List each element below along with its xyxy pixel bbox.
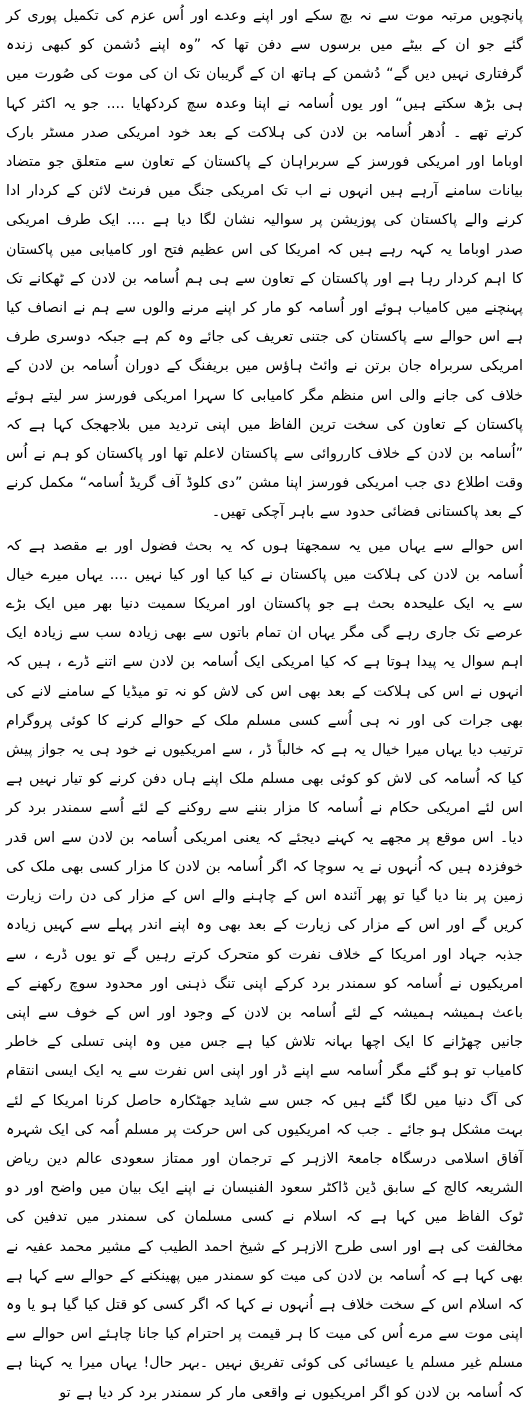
article-paragraph-1: پانچویں مرتبہ موت سے نہ بچ سکے اور اپنے وعدے اور اُس عزم کی تکمیل پوری کر گئے جو ان کے بیٹے میں برسوں سے دفن تھا کہ ”وہ اپنے دُشمن کو کبھی زندہ گرفتاری نہیں دیں گے“ دُشمن کے ہاتھ ان کے گریبان تک ان کی موت کی صُورت میں ہی بڑھ سکتے ہیں“ اور یوں اُسامہ نے اپنا وعدہ سچ کردکھایا .... جو یہ اکثر کہا کرتے تھے ۔ اُدھر اُسامہ بن لادن کی ہلاکت کے بعد خود امریکی صدر مسٹر بارک اوباما اور امریکی فورسز کے سربراہان کے پاکستان کے تعاون سے متعلق جو متضاد بیانات سامنے آرہے ہیں انہوں نے اب تک امریکی جنگ میں فرنٹ لائن کے کردار ادا کرنے والے پاکستان کی پوزیشن پر سوالیہ نشان لگا دیا ہے .... ایک طرف امریکی صدر اوباما یہ کہہ رہے ہیں کہ امریکا کی اس عظیم فتح اور کامیابی میں پاکستان کا اہم کردار رہا ہے اور پاکستان کے تعاون سے ہی ہم اُسامہ بن لادن کے ٹھکانے تک پہنچنے میں کامیاب ہوئے اور اُسامہ کو مار کر اپنے مرنے والوں سے ہم نے انصاف کیا ہے اس حوالے سے پاکستان کی جتنی تعریف کی جائے وہ کم ہے جبکہ دوسری طرف امریکی سربراہ جان برتن نے وائٹ ہاؤس میں بریفنگ کے دوران اُسامہ بن لادن کے خلاف کی جانے والی اس منظم مگر کامیابی کا سہرا امریکی فورسز سر لیتے ہوئے پاکستان کے تعاون کی سخت ترین الفاظ میں اپنی تردید میں بلاجھجک کہا ہے کہ ”اُسامہ بن لادن کے خلاف کارروائی سے پاکستان لاعلم تھا اور پاکستان کو ہم نے اُس وقت اطلاع دی جب امریکی فورسز اپنا مشن ”دی کلوڈ آف گریڈ اُسامہ“ مکمل کرنے کے بعد پاکستانی فضائی حدود سے باہر آچکی تھیں۔ xyxy=(6,8,523,521)
article-paragraph-2: اس حوالے سے یہاں میں یہ سمجھتا ہوں کہ یہ بحث فضول اور بے مقصد ہے کہ اُسامہ بن لادن کی ہلاکت میں پاکستان نے کیا کیا اور کیا نہیں .... یہاں میرے خیال سے یہ ایک علیحدہ بحث ہے جو پاکستان اور امریکا سمیت دنیا بھر میں ایک بڑے عرصے تک جاری رہے گی مگر یہاں ان تمام باتوں سے بھی زیادہ سب سے زیادہ ایک اہم سوال یہ پیدا ہوتا ہے کہ کیا امریکی ایک اُسامہ بن لادن سے اتنے ڈرے ، ہیں کہ انہوں نے اس کی ہلاکت کے بعد بھی اس کی لاش کو نہ تو میڈیا کے سامنے لانے کی بھی جرات کی اور نہ ہی اُسے کسی مسلم ملک کے حوالے کرنے کا کوئی پروگرام ترتیب دیا یہاں میرا خیال یہ ہے کہ خالباً ڈر ، سے امریکیوں نے خود ہی یہ جواز پیش کیا کہ اُسامہ کی لاش کو کوئی بھی مسلم ملک اپنے ہاں دفن کرنے کو تیار نہیں ہے اس لئے امریکی حکام نے اُسامہ کا مزار بننے سے روکنے کے لئے اُسے سمندر برد کر دیا۔ اس موقع پر مجھے یہ کہنے دیجئے کہ یعنی امریکی اُسامہ بن لادن سے اس قدر خوفزدہ ہیں کہ اُنہوں نے یہ سوچا کہ اگر اُسامہ بن لادن کا مزار کسی بھی ملک کی زمین پر بنا دیا گیا تو پھر آئندہ اس کے چاہنے والے اس کے مزار کی دن رات زیارت کریں گے اور اس کے مزار کی زیارت کے بعد بھی وہ اپنے اندر پہلے سے کہیں زیادہ جذبہ جہاد اور امریکا کے خلاف نفرت کو متحرک کرتے رہیں گے تو یوں ڈرے ، سے امریکیوں نے اُسامہ کو سمندر برد کرکے اپنی تنگ ذہنی اور محدود سوچ رکھنے کے باعث ہمیشہ ہمیشہ کے لئے اُسامہ بن لادن کے وجود اور اس کے خوف سے اپنی جانیں چھڑانے کا ایک اچھا بہانہ تلاش کیا ہے جس میں وہ اپنی تسلی کے خاطر کامیاب تو ہو گئے مگر اُسامہ سے اپنے ڈر اور اپنی اس نفرت سے یہ ایک ایسی انتقام کی آگ دنیا میں لگا گئے ہیں کہ جس سے شاید جھٹکارہ حاصل کرنا امریکا کے لئے بہت مشکل ہو جائے ۔ جب کہ امریکیوں کی اس حرکت پر مسلم اُمہ کی ایک شہرہ آفاق اسلامی درسگاہ جامعۃ الازہر کے ترجمان اور ممتاز سعودی عالم دین ریاض الشریعہ کالج کے سابق ڈین ڈاکٹر سعود الفنیسان نے اپنے ایک بیان میں واضح اور دو ٹوک الفاظ میں کہا ہے کہ اسلام نے کسی مسلمان کی سمندر میں تدفین کی مخالفت کی ہے اور اسی طرح الازہر کے شیخ احمد الطیب کے مشیر محمد عفیہ نے بھی کہا ہے کہ اُسامہ بن لادن کی میت کو سمندر میں پھینکنے کے حوالے سے کہا ہے کہ اسلام اس کے سخت خلاف ہے اُنہوں نے کہا کہ اگر کسی کو قتل کیا گیا ہو یا وہ اپنی موت سے مرے اُس کی میت کا ہر قیمت پر احترام کیا جانا چاہئے اس حوالے سے مسلم غیر مسلم یا عیسائی کی کوئی تفریق نہیں ۔بہر حال! یہاں میرا یہ کہنا ہے کہ اُسامہ بن لادن کو اگر امریکیوں نے واقعی مار کر سمندر برد کر دیا ہے تو xyxy=(6,537,523,1401)
